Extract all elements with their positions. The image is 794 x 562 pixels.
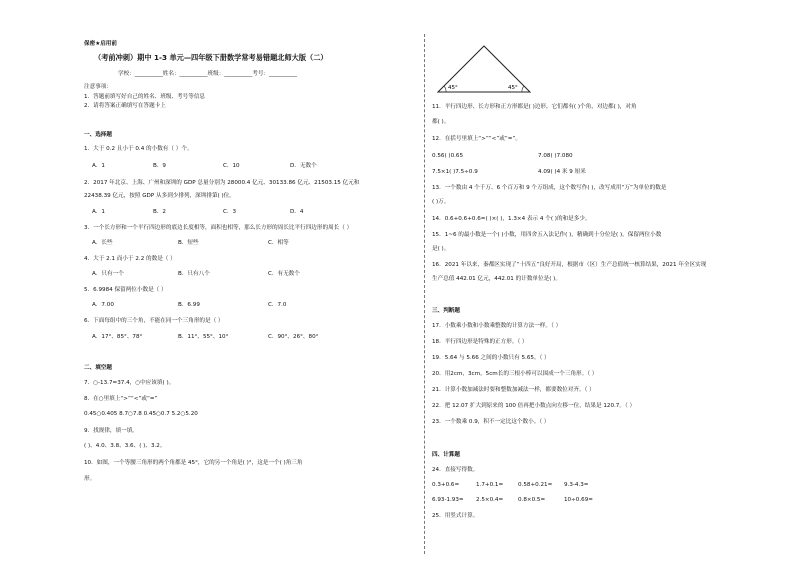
note-item: 2．请将答案正确填写在答题卡上	[84, 103, 166, 109]
question-24: 24．直接写得数。	[432, 467, 479, 473]
question-13: 13．一个数由 4 个千万、6 个百万和 9 个万组成，这个数写作( )，改写成用“万”为单位的数是	[432, 185, 667, 191]
column-divider	[424, 34, 425, 554]
question-8-items: 0.45○0.405 8.7○7.8 0.45○0.7 5.2○5.20	[84, 411, 198, 417]
right-angle-arc	[522, 86, 524, 92]
student-info-line: 学校：__________姓名：__________班级：__________考号：__________	[118, 71, 298, 77]
question-11: 11．平行四边形、长方形和正方形都是( )边形，它们都有( )个角，对边都( )，对角	[432, 104, 637, 110]
compare-item: 7.5×1( )7.5÷0.9	[432, 169, 478, 175]
question-14: 14．0.6+0.6+0.6=( )×( )，1.3×4 表示 4 个( )的和是多少。	[432, 216, 591, 222]
calc-item: 0.8×0.5=	[518, 497, 546, 503]
option-b: B．短些	[178, 240, 199, 246]
question-19: 19．5.64 与 5.66 之间的小数只有 5.65。（ ）	[432, 355, 550, 361]
option-a: A．1	[92, 209, 105, 215]
option-a: A．只有一个	[92, 271, 124, 277]
option-a: A．7.00	[92, 302, 114, 308]
option-b: B．只有八个	[178, 271, 210, 277]
question-8: 8．在○里填上“>”“<”或“=”	[84, 396, 158, 402]
calc-item: 0.58+0.21=	[518, 482, 553, 488]
option-c: C．10	[223, 163, 240, 169]
question-7: 7．○-13.7=37.4，○中应该填( )。	[84, 380, 175, 386]
calc-item: 10÷0.69=	[564, 497, 593, 503]
compare-item: 7.08( )7.080	[538, 153, 573, 159]
option-d: D．无数个	[290, 163, 317, 169]
question-18: 18．平行四边形是特殊的正方形。（ ）	[432, 339, 528, 345]
left-angle-arc	[444, 86, 446, 92]
section-heading-choice: 一、选择题	[84, 132, 112, 138]
option-b: B．9	[153, 163, 166, 169]
question-22: 22．把 12.07 扩大到原来的 100 倍再把小数点向左移一位，结果是 120.7。（ ）	[432, 403, 636, 409]
option-c: C．3	[223, 209, 237, 215]
question-15-cont: 是( )。	[432, 246, 450, 252]
question-20: 20．用2cm，3cm，5cm长的三根小棒可以围成一个三角形。（ ）	[432, 371, 598, 377]
section-heading-calc: 四、计算题	[432, 452, 460, 458]
secret-label: 保密★启用前	[84, 41, 117, 47]
section-heading-judge: 三、判断题	[432, 308, 460, 314]
question-11-cont: 都( )。	[432, 119, 450, 125]
note-item: 1．答题前填写好自己的姓名、班级、考号等信息	[84, 94, 206, 100]
option-a: A．17°、85°、78°	[92, 334, 143, 340]
question-4: 4．大于 2.1 而小于 2.2 的数是（ ）	[84, 256, 176, 262]
right-angle-label: 45°	[508, 85, 518, 91]
option-c: C．相等	[268, 240, 289, 246]
question-10: 10．如图，一个等腰三角形的两个角都是 45°，它的另一个角是( )°，这是一个( )角三角	[84, 460, 303, 466]
page-title: （考前冲刺）期中 1-3 单元—四年级下册数学常考易错题北师大版（二）	[94, 53, 328, 62]
question-6: 6．下面每组中的三个角，不能在同一个三角形的是（ ）	[84, 318, 224, 324]
calc-item: 6.93-1.93=	[432, 497, 464, 503]
option-b: B．11°、55°、10°	[178, 334, 229, 340]
option-c: C．有无数个	[268, 271, 300, 277]
notes-heading: 注意事项：	[84, 84, 112, 90]
question-16-cont: 生产总值 442.01 亿元，442.01 的计数单位是( )。	[432, 276, 561, 282]
question-3: 3．一个长方形和一个平行四边形的底边长度相等，面积也相等，那么长方形的周长比平行四边形的周长（ ）	[84, 225, 353, 231]
question-23: 23．一个数乘 0.9，积不一定比这个数小。（ ）	[432, 419, 550, 425]
question-2-cont: 22438.39 亿元，按照 GDP 从多到少排列，深圳排第( )位。	[84, 193, 235, 199]
option-a: A．1	[92, 163, 105, 169]
question-25: 25．用竖式计算。	[432, 513, 479, 519]
question-17: 17．小数乘小数和小数乘整数的计算方法一样。（ ）	[432, 323, 562, 329]
question-9: 9．找规律，填一填。	[84, 428, 138, 434]
option-b: B．6.99	[178, 302, 200, 308]
binding-margin	[0, 0, 28, 562]
calc-item: 1.7+0.1=	[476, 482, 504, 488]
question-13-cont: ( )万。	[432, 199, 450, 205]
option-d: D．4	[290, 209, 304, 215]
isosceles-triangle-figure	[432, 40, 536, 96]
question-1: 1．大于 0.2 且小于 0.4 的小数有（ ）个。	[84, 146, 193, 152]
calc-item: 2.5×0.4=	[476, 497, 504, 503]
question-12: 12．在括号里填上“>”“<”或“=”。	[432, 136, 521, 142]
question-2: 2．2017 年北京、上海、广州和深圳的 GDP 总量分别为 28000.4 亿元、30133.86 亿元、21503.15 亿元和	[84, 180, 360, 186]
compare-item: 0.56( )0.65	[432, 153, 464, 159]
option-b: B．2	[153, 209, 166, 215]
option-a: A．长些	[92, 240, 113, 246]
question-9-sequence: ( )、4.0、3.8、3.6、( )、3.2。	[84, 443, 166, 449]
calc-item: 0.3+0.6=	[432, 482, 460, 488]
option-c: C．7.0	[268, 302, 287, 308]
question-10-cont: 形。	[84, 476, 96, 482]
question-5: 5．6.9984 保留两位小数是（ ）	[84, 287, 167, 293]
option-c: C．90°、26°、80°	[268, 334, 319, 340]
calc-item: 9.3-4.3=	[564, 482, 589, 488]
question-15: 15．1~6 的最小数是一个( )小数，用四舍五入法记作( )，精确到十分位是( )，保留两位小数	[432, 232, 662, 238]
compare-item: 4.09( )4 米 9 厘米	[538, 169, 586, 175]
left-angle-label: 45°	[448, 85, 458, 91]
question-16: 16．2021 年以来，秦都区实现了“十四五”良好开局，根据市（区）生产总值统一核算结果，2021 年全区实现	[432, 262, 707, 268]
section-heading-fill: 二、填空题	[84, 365, 112, 371]
question-21: 21．计算小数加减法时要和整数加减法一样，都要数位对齐。（ ）	[432, 387, 595, 393]
